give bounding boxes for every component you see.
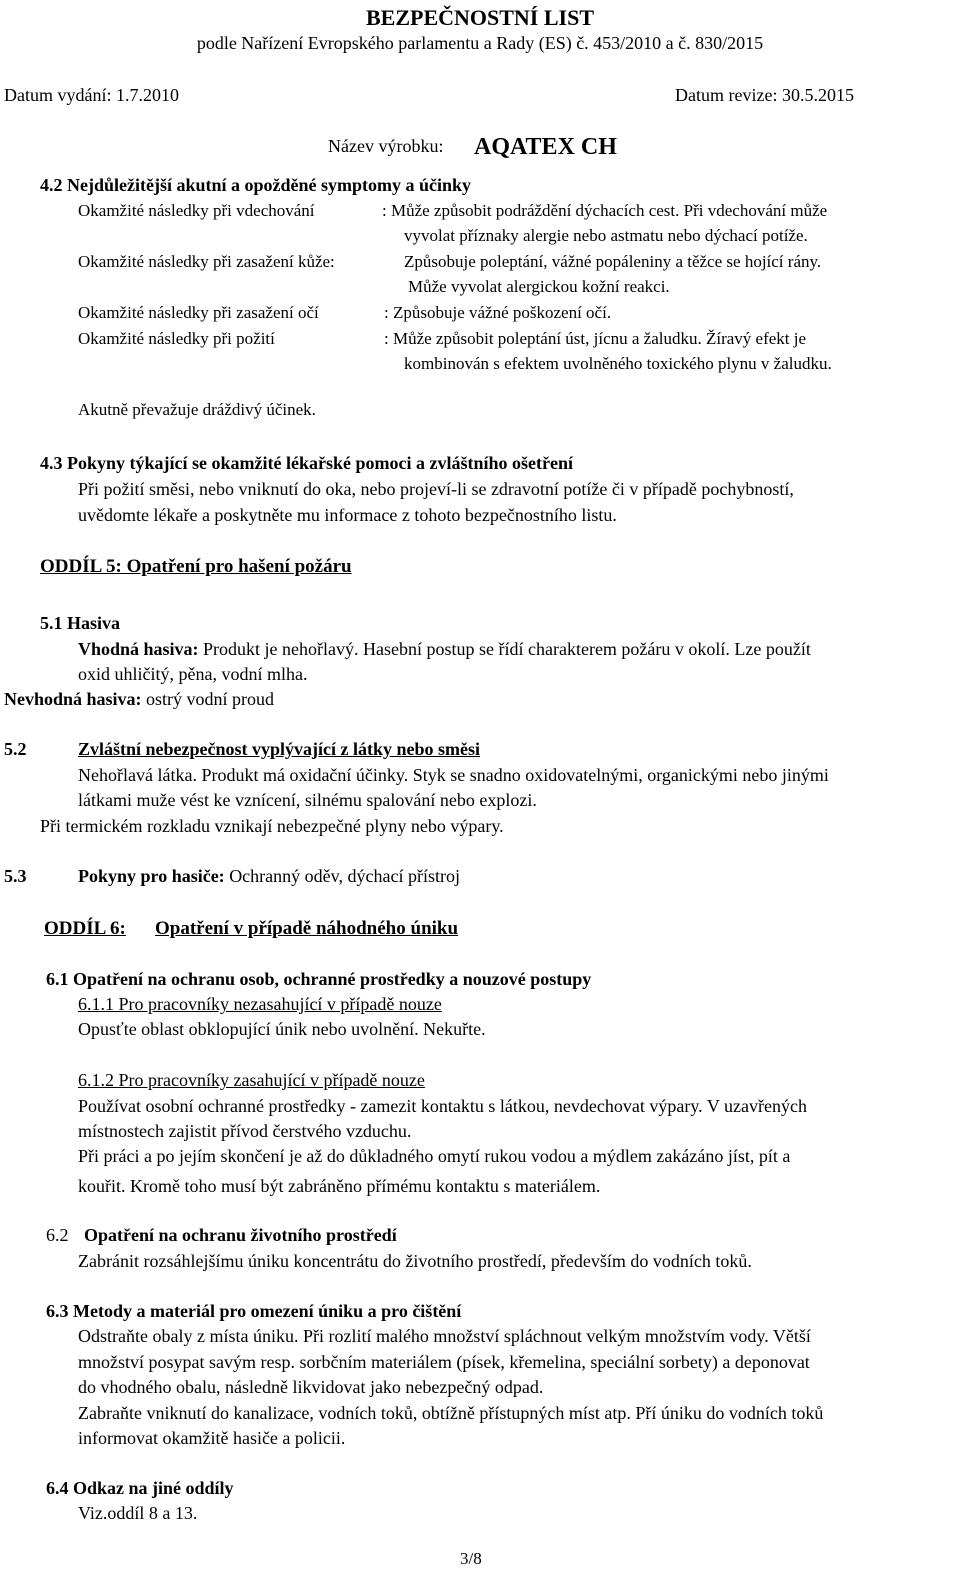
- unsuitable-media-label: Nevhodná hasiva:: [4, 689, 142, 709]
- suitable-media-label: Vhodná hasiva:: [78, 639, 199, 659]
- section-4-3-text-cont: uvědomte lékaře a poskytněte mu informace z tohoto bezpečnostního listu.: [78, 505, 617, 525]
- section-5-2-text-1: Nehořlavá látka. Produkt má oxidační účinky. Styk se snadno oxidovatelnými, organickými nebo jinými: [78, 765, 829, 785]
- section-5-3-number: 5.3: [4, 866, 27, 886]
- section-6-2-text: Zabránit rozsáhlejšímu úniku koncentrátu do životního prostředí, především do vodních toků.: [78, 1251, 752, 1271]
- section-5-1-heading: 5.1 Hasiva: [40, 613, 121, 633]
- suitable-media: [78, 640, 811, 660]
- section-6-2-number: 6.2: [46, 1225, 69, 1245]
- revision-date: Datum revize: 30.5.2015: [675, 85, 854, 105]
- section-6-1-1-text: Opusťte oblast obklopující únik nebo uvolnění. Nekuřte.: [78, 1019, 486, 1039]
- section-6-3-text-5: informovat okamžitě hasiče a policii.: [78, 1428, 346, 1448]
- section-6-3-text-4: Zabraňte vniknutí do kanalizace, vodních toků, obtížně přístupných míst atp. Pří úniku do vodních toků: [78, 1403, 824, 1423]
- skin-label: Okamžité následky při zasažení kůže:: [78, 252, 335, 271]
- section-5-3-text: Ochranný oděv, dýchací přístroj: [224, 866, 460, 886]
- section-6-1-2-text-1: Používat osobní ochranné prostředky - zamezit kontaktu s látkou, nevdechovat výpary. V uzavřených: [78, 1096, 807, 1116]
- page-number: 3/8: [460, 1549, 482, 1568]
- inhalation-text-cont: vyvolat příznaky alergie nebo astmatu nebo dýchací potíže.: [404, 226, 808, 245]
- section-6-1-2-heading: 6.1.2 Pro pracovníky zasahující v případě nouze: [78, 1070, 425, 1090]
- product-name: AQATEX CH: [474, 134, 617, 160]
- issue-date: Datum vydání: 1.7.2010: [4, 85, 179, 105]
- section-6-heading-number: ODDÍL 6:: [44, 918, 126, 939]
- section-6-2-heading: Opatření na ochranu životního prostředí: [84, 1225, 397, 1245]
- section-5-2-text-2: látkami muže vést ke vznícení, silnému spalování nebo explozi.: [78, 790, 537, 810]
- section-6-3-heading: 6.3 Metody a materiál pro omezení úniku a pro čištění: [46, 1301, 462, 1321]
- ingestion-text: : Může způsobit poleptání úst, jícnu a žaludku. Žíravý efekt je: [384, 329, 807, 348]
- section-6-1-2-text-3: Při práci a po jejím skončení je až do důkladného omytí rukou vodou a mýdlem zakázáno jíst, pít a: [78, 1146, 791, 1166]
- ingestion-text-cont: kombinován s efektem uvolněného toxického plynu v žaludku.: [404, 354, 832, 373]
- section-6-3-text-1: Odstraňte obaly z místa úniku. Při rozlití malého množství spláchnout velkým množstvím vody. Větší: [78, 1326, 811, 1346]
- section-5-2-text-3: Při termickém rozkladu vznikají nebezpečné plyny nebo výpary.: [40, 816, 504, 836]
- acute-effect-note: Akutně převažuje dráždivý účinek.: [78, 400, 316, 419]
- section-6-1-heading: 6.1 Opatření na ochranu osob, ochranné prostředky a nouzové postupy: [46, 969, 592, 989]
- inhalation-text: : Může způsobit podráždění dýchacích cest. Při vdechování může: [382, 201, 828, 220]
- section-5-2-heading: Zvláštní nebezpečnost vyplývající z látky nebo směsi: [78, 739, 481, 759]
- section-4-2-heading: 4.2 Nejdůležitější akutní a opožděné symptomy a účinky: [40, 175, 472, 195]
- document-title: BEZPEČNOSTNÍ LIST: [365, 5, 595, 30]
- inhalation-label: Okamžité následky při vdechování: [78, 201, 315, 220]
- suitable-media-cont: oxid uhličitý, pěna, vodní mlha.: [78, 664, 308, 684]
- section-6-1-1-heading: 6.1.1 Pro pracovníky nezasahující v případě nouze: [78, 994, 442, 1014]
- skin-text: Způsobuje poleptání, vážné popáleniny a těžce se hojící rány.: [404, 252, 822, 271]
- skin-text-cont: Může vyvolat alergickou kožní reakci.: [408, 277, 670, 296]
- section-4-3-heading: 4.3 Pokyny týkající se okamžité lékařské pomoci a zvláštního ošetření: [40, 453, 573, 473]
- section-4-3-text: Při požití směsi, nebo vniknutí do oka, nebo projeví-li se zdravotní potíže či v případě pochybností,: [78, 479, 794, 499]
- eye-label: Okamžité následky při zasažení očí: [78, 303, 319, 322]
- section-5-3: [78, 867, 460, 887]
- unsuitable-media-text: ostrý vodní proud: [141, 689, 275, 709]
- unsuitable-media: [4, 690, 274, 710]
- section-6-heading: Opatření v případě náhodného úniku: [155, 918, 459, 939]
- section-6-3-text-2: množství posypat savým resp. sorbčním materiálem (písek, křemelina, speciální sorbety) a deponovat: [78, 1352, 810, 1372]
- section-6-4-text: Viz.oddíl 8 a 13.: [78, 1503, 198, 1523]
- section-6-1-2-text-2: místnostech zajistit přívod čerstvého vzduchu.: [78, 1121, 412, 1141]
- section-6-4-heading: 6.4 Odkaz na jiné oddíly: [46, 1478, 234, 1498]
- eye-text: : Způsobuje vážné poškození očí.: [384, 303, 612, 322]
- suitable-media-text: Produkt je nehořlavý. Hasební postup se řídí charakterem požáru v okolí. Lze použít: [198, 639, 811, 659]
- section-5-3-label: Pokyny pro hasiče:: [78, 866, 225, 886]
- regulation-subtitle: podle Nařízení Evropského parlamentu a Rady (ES) č. 453/2010 a č. 830/2015: [196, 33, 764, 53]
- section-5-2-number: 5.2: [4, 739, 27, 759]
- section-5-heading: ODDÍL 5: Opatření pro hašení požáru: [40, 556, 352, 577]
- ingestion-label: Okamžité následky při požití: [78, 329, 275, 348]
- product-label: Název výrobku:: [328, 136, 444, 156]
- section-6-1-2-text-4: kouřit. Kromě toho musí být zabráněno přímému kontaktu s materiálem.: [78, 1176, 601, 1196]
- section-6-3-text-3: do vhodného obalu, následně likvidovat jako nebezpečný odpad.: [78, 1377, 544, 1397]
